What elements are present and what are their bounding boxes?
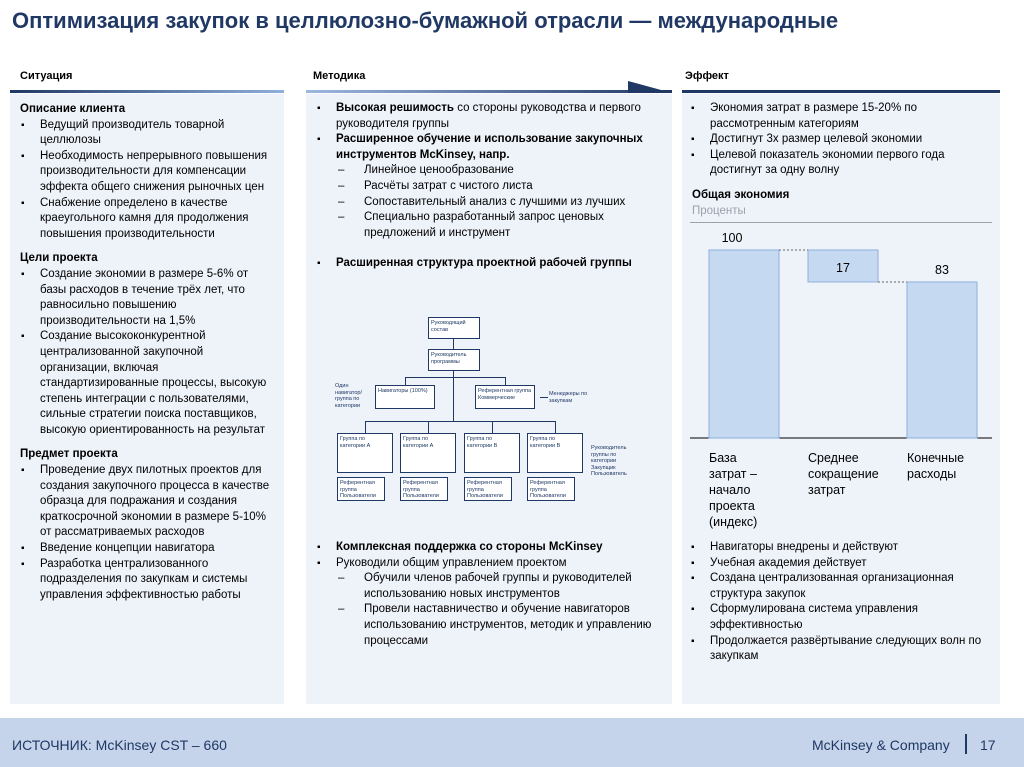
list-item: ▪ Расширенная структура проектной рабочей группы (316, 256, 656, 272)
list-item (316, 101, 656, 132)
col-head-method: Методика (313, 70, 366, 82)
list-item: ▪ Учебная академия действует (690, 556, 990, 572)
list-item: ▪ Создана централизованная организационная структура закупок (690, 571, 990, 602)
org-box-lead: Руководящий состав (428, 317, 480, 339)
list-item: – Линейное ценообразование (336, 163, 656, 179)
subject-list (20, 463, 275, 603)
list-item: ▪ Расширенное обучение и использование закупочных инструментов McKinsey, напр. (316, 132, 656, 163)
org-box-group-4: Группа по категории В (527, 433, 583, 473)
effect-list-2 (690, 540, 990, 665)
list-item: ▪ Создание высококонкурентной централизованной закупочной организации, включая стандартизированные процессы, высокую степень интеграции с пользователями, сильные стратегии поиска поставщиков, высокую ориентированность на результат (20, 329, 275, 438)
org-legend-item: Закупщик (591, 464, 616, 471)
chart-subtitle: Проценты (692, 204, 746, 217)
b1-bold: Высокая решимость (336, 102, 455, 114)
method-dash-list (316, 163, 656, 241)
list-item: ▪ Снабжение определено в качестве краеугольного камня для продолжения повышения производительности (20, 196, 275, 243)
footer-separator (965, 734, 967, 754)
org-box-group-1: Группа по категории А (337, 433, 393, 473)
org-box-nav: Навигаторы (100%) (375, 385, 435, 409)
situation-content (20, 101, 275, 603)
org-box-ref-2: Референтная группа Пользователи (400, 477, 448, 501)
method-list (316, 101, 656, 163)
org-note-right: Менеджеры по закупкам (549, 391, 588, 404)
page-title: Оптимизация закупок в целлюлозно-бумажной отрасли — международные (12, 8, 839, 33)
list-item: – Расчёты затрат с чистого листа (336, 179, 656, 195)
page-number: 17 (980, 737, 996, 753)
method-dash-list-2 (316, 571, 656, 649)
list-item: ▪ Необходимость непрерывного повышения производительности для компенсации эффекта общего снижения рыночных цен (20, 149, 275, 196)
list-item: ▪ Проведение двух пилотных проектов для создания закупочного процесса в качестве образца для подражания и создания краткосрочной экономии в размере 5-10% от рассматриваемых расходов (20, 463, 275, 541)
org-box-ref-3: Референтная группа Пользователи (464, 477, 512, 501)
org-line (555, 421, 556, 433)
chart-category-label: Среднее сокращение затрат (808, 451, 879, 497)
list-item: – Специально разработанный запрос ценовых предложений и инструмент (336, 210, 656, 241)
list-item: ▪ Продолжается развёртывание следующих волн по закупкам (690, 634, 990, 665)
org-box-ref-4: Референтная группа Пользователи (527, 477, 575, 501)
effect-head-line (682, 90, 1000, 93)
subject-heading: Предмет проекта (20, 448, 118, 461)
list-item: ▪ Руководили общим управлением проектом (316, 556, 656, 572)
method-arrow (628, 81, 672, 93)
org-line (540, 397, 548, 398)
org-box-group-2: Группа по категории А (400, 433, 456, 473)
list-item: ▪ Сформулирована система управления эффективностью (690, 602, 990, 633)
list-item: ▪ Целевой показатель экономии первого года достигнут за одну волну (690, 148, 990, 179)
org-box-ref: Референтная группа Коммерческие (475, 385, 535, 409)
chart-bar (709, 250, 779, 438)
footer-source: ИСТОЧНИК: McKinsey CST – 660 (12, 737, 227, 753)
chart-data-label: 83 (935, 262, 949, 277)
b1-rest: со стороны руководства и первого руководителя группы (336, 102, 641, 130)
client-heading: Описание клиента (20, 103, 126, 115)
org-legend-item: Руководитель группы по категории (591, 445, 627, 464)
method-list-3 (316, 540, 656, 571)
chart-category-label: База затрат – начало проекта (индекс) (709, 451, 758, 529)
org-legend (591, 445, 635, 478)
list-item: ▪ Достигнут 3х размер целевой экономии (690, 132, 990, 148)
footer (0, 718, 1024, 767)
org-line (453, 371, 454, 421)
chart-category-label: Конечные расходы (907, 451, 965, 481)
org-box-ref-1: Референтная группа Пользователи (337, 477, 385, 501)
effect-list (690, 101, 990, 179)
chart-title-rule (690, 222, 992, 223)
effect-content-bottom (690, 540, 990, 665)
org-legend-item: Пользователь (591, 471, 627, 477)
list-item: ▪ Ведущий производитель товарной целлюлозы (20, 118, 275, 149)
col-head-situation: Ситуация (20, 70, 73, 82)
org-line (505, 377, 506, 385)
org-line (405, 377, 406, 385)
chart-bar (907, 282, 977, 438)
client-list (20, 118, 275, 243)
waterfall-chart (690, 224, 995, 544)
list-item: – Обучили членов рабочей группы и руководителей использованию новых инструментов (336, 571, 656, 602)
list-item: – Сопоставительный анализ с лучшими из лучших (336, 195, 656, 211)
org-line (492, 421, 493, 433)
org-line (453, 339, 454, 349)
org-line (365, 421, 366, 433)
org-line (405, 377, 505, 378)
situation-head-line (10, 90, 284, 93)
footer-brand: McKinsey & Company (812, 737, 950, 753)
method-list-2 (316, 256, 656, 272)
org-box-pm: Руководитель программы (428, 349, 480, 371)
chart-title: Общая экономия (692, 188, 790, 201)
org-chart (335, 315, 635, 505)
chart-data-label: 100 (721, 231, 743, 245)
list-item: ▪ Комплексная поддержка со стороны McKinsey (316, 540, 656, 556)
org-box-group-3: Группа по категории В (464, 433, 520, 473)
list-item: ▪ Навигаторы внедрены и действуют (690, 540, 990, 556)
org-line (365, 421, 555, 422)
org-line (428, 421, 429, 433)
list-item: ▪ Введение концепции навигатора (20, 541, 275, 557)
goals-list (20, 267, 275, 439)
goals-heading: Цели проекта (20, 252, 98, 265)
list-item: ▪ Разработка централизованного подразделения по закупкам и системы управления эффективностью работы (20, 557, 275, 604)
list-item: ▪ Создание экономии в размере 5-6% от базы расходов в течение трёх лет, что равносильно повышению производительности на 1,5% (20, 267, 275, 329)
org-note-left: Один навигатор/ группа по категории (335, 383, 363, 409)
col-head-effect: Эффект (685, 70, 729, 82)
list-item: ▪ Экономия затрат в размере 15-20% по рассмотренным категориям (690, 101, 990, 132)
method-content-top (316, 101, 656, 272)
chart-data-label: 17 (836, 261, 850, 275)
method-head-line (306, 90, 672, 93)
list-item: – Провели наставничество и обучение навигаторов использованию инструментов, методик и управлению процессами (336, 602, 656, 649)
method-content-bottom (316, 540, 656, 649)
effect-content-top (690, 101, 990, 219)
